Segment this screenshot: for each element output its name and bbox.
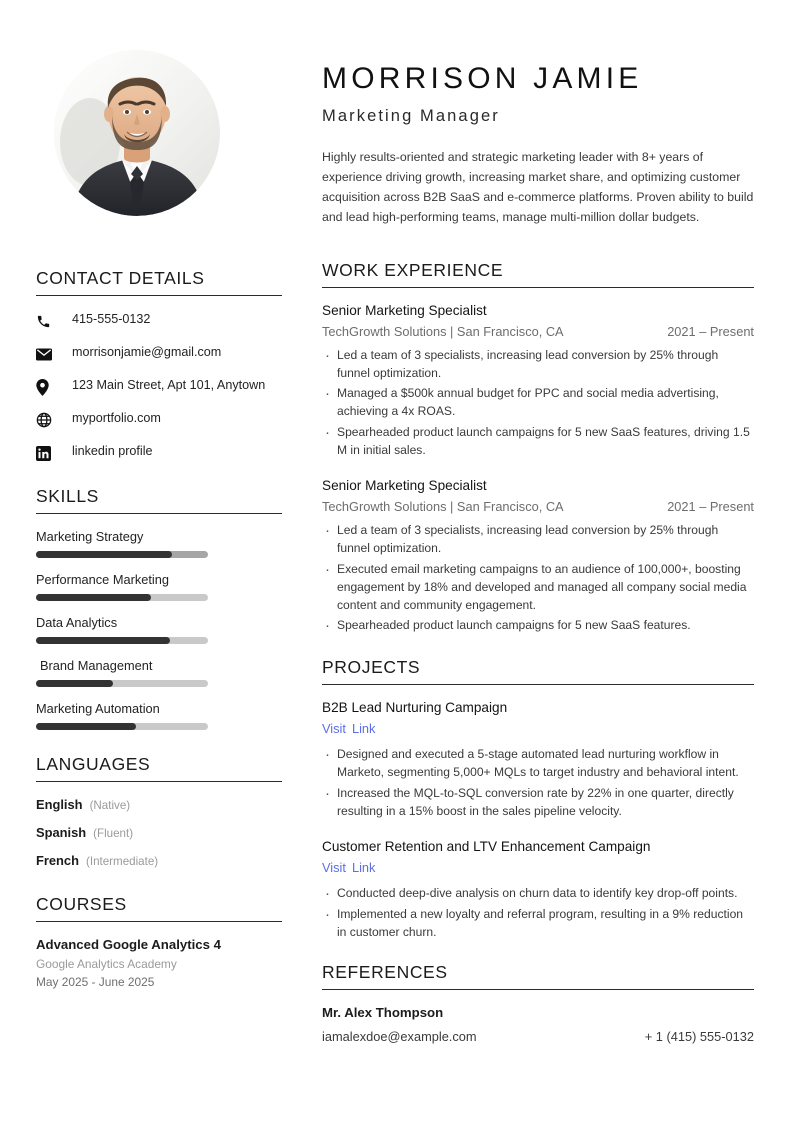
profile-photo	[54, 50, 220, 216]
list-item: · Led a team of 3 specialists, increasing lead conversion by 25% through funnel optimization.	[322, 347, 754, 383]
contact-item-email[interactable]	[36, 344, 282, 363]
skill-level-bar	[36, 680, 208, 687]
project-entry	[322, 700, 754, 821]
project-title: B2B Lead Nurturing Campaign	[322, 700, 508, 716]
contact-section	[36, 268, 282, 462]
skill-item	[36, 701, 282, 730]
language-name: French	[36, 853, 79, 868]
job-role: Marketing Manager	[322, 107, 500, 125]
project-bullet-list	[322, 746, 754, 821]
experience-job-title: Senior Marketing Specialist	[322, 302, 487, 318]
skill-item	[36, 529, 282, 558]
language-name: Spanish	[36, 825, 87, 840]
experience-company: TechGrowth Solutions | San Francisco, CA	[322, 498, 564, 514]
language-name: English	[36, 797, 83, 812]
experience-section	[322, 260, 754, 636]
language-level: (Fluent)	[93, 827, 134, 840]
skill-item	[36, 572, 282, 601]
contact-phone-text: 415-555-0132	[72, 312, 151, 326]
skills-section	[36, 486, 282, 730]
project-link-row[interactable]	[322, 721, 754, 736]
project-title: Customer Retention and LTV Enhancement Campaign	[322, 838, 651, 854]
projects-heading-rule	[322, 684, 754, 685]
skill-level-fill	[36, 723, 136, 730]
experience-meta	[322, 499, 754, 514]
main-content	[322, 62, 754, 1044]
references-heading-rule	[322, 989, 754, 990]
skill-label: Marketing Automation	[36, 701, 160, 716]
list-item: · Led a team of 3 specialists, increasing lead conversion by 25% through funnel optimization.	[322, 522, 754, 558]
contact-heading: CONTACT DETAILS	[36, 268, 205, 288]
courses-heading-rule	[36, 921, 282, 922]
skills-heading-rule	[36, 513, 282, 514]
language-item	[36, 825, 282, 840]
list-item: · Conducted deep-dive analysis on churn data to identify key drop-off points.	[322, 885, 754, 903]
course-date: May 2025 - June 2025	[36, 975, 155, 989]
contact-linkedin-text: linkedin profile	[72, 444, 153, 458]
project-link-label[interactable]: Link	[351, 859, 376, 875]
phone-icon	[36, 312, 62, 330]
experience-company: TechGrowth Solutions | San Francisco, CA	[322, 323, 564, 339]
skill-level-fill	[36, 637, 170, 644]
skill-item	[36, 658, 282, 687]
languages-heading-rule	[36, 781, 282, 782]
contact-item-website[interactable]	[36, 410, 282, 429]
language-item	[36, 853, 282, 868]
experience-dates: 2021 – Present	[667, 323, 754, 339]
contact-website-text: myportfolio.com	[72, 411, 161, 425]
courses-section	[36, 894, 282, 989]
list-item: · Executed email marketing campaigns to an audience of 100,000+, boosting engagement by 18% and developed and managed all company social media content and community engagement.	[322, 561, 754, 615]
skill-label: Marketing Strategy	[36, 529, 144, 544]
contact-item-linkedin[interactable]	[36, 443, 282, 462]
list-item: · Managed a $500k annual budget for PPC and social media advertising, achieving a 4x ROAS.	[322, 385, 754, 421]
experience-job-title: Senior Marketing Specialist	[322, 477, 487, 493]
languages-section	[36, 754, 282, 868]
map-pin-icon	[36, 378, 62, 396]
languages-heading: LANGUAGES	[36, 754, 151, 774]
globe-icon	[36, 411, 62, 429]
course-organization: Google Analytics Academy	[36, 957, 177, 971]
skill-level-fill	[36, 680, 113, 687]
reference-phone[interactable]: + 1 (415) 555-0132	[644, 1028, 754, 1044]
avatar	[54, 50, 220, 216]
projects-section	[322, 657, 754, 941]
project-bullet-list	[322, 885, 754, 942]
references-section	[322, 962, 754, 1044]
experience-bullet-list	[322, 347, 754, 460]
skill-label: Data Analytics	[36, 615, 118, 630]
language-level: (Native)	[89, 799, 131, 812]
experience-meta	[322, 324, 754, 339]
experience-entry	[322, 303, 754, 460]
projects-heading: PROJECTS	[322, 657, 421, 678]
experience-heading-rule	[322, 287, 754, 288]
linkedin-icon	[36, 444, 62, 462]
course-title: Advanced Google Analytics 4	[36, 937, 221, 952]
skills-heading: SKILLS	[36, 486, 99, 506]
skill-level-bar	[36, 723, 208, 730]
skill-label: Brand Management	[40, 658, 153, 673]
courses-heading: COURSES	[36, 894, 127, 914]
reference-entry	[322, 1005, 754, 1044]
name-block	[322, 62, 754, 228]
left-sidebar	[36, 50, 282, 989]
reference-contact-row	[322, 1029, 754, 1044]
experience-heading: WORK EXPERIENCE	[322, 259, 504, 280]
language-level: (Intermediate)	[85, 855, 159, 868]
page-title: MORRISON JAMIE	[322, 62, 643, 95]
project-entry	[322, 839, 754, 942]
skill-level-bar	[36, 637, 208, 644]
contact-list	[36, 311, 282, 462]
skill-level-bar	[36, 551, 208, 558]
contact-address-text: 123 Main Street, Apt 101, Anytown	[72, 378, 266, 392]
experience-entry	[322, 478, 754, 635]
skill-level-fill	[36, 594, 151, 601]
project-visit-label[interactable]: Visit	[322, 721, 346, 737]
list-item: · Spearheaded product launch campaigns for 5 new SaaS features.	[322, 617, 754, 635]
project-link-row[interactable]	[322, 860, 754, 875]
references-heading: REFERENCES	[322, 961, 448, 982]
skill-item	[36, 615, 282, 644]
skill-level-bar	[36, 594, 208, 601]
skill-label: Performance Marketing	[36, 572, 169, 587]
experience-bullet-list	[322, 522, 754, 635]
project-visit-label[interactable]: Visit	[322, 859, 346, 875]
contact-heading-rule	[36, 295, 282, 296]
contact-email-text: morrisonjamie@gmail.com	[72, 345, 222, 359]
envelope-icon	[36, 345, 62, 363]
experience-dates: 2021 – Present	[667, 498, 754, 514]
list-item: · Implemented a new loyalty and referral program, resulting in a 9% reduction in customer churn.	[322, 906, 754, 942]
profile-summary: Highly results-oriented and strategic marketing leader with 8+ years of experience driving growth, increasing market share, and optimizing customer acquisition across B2B SaaS and e-commerce platforms. Proven ability to build and lead high-performing teams, manage multi-million dollar budgets.	[322, 150, 754, 224]
reference-name: Mr. Alex Thompson	[322, 1004, 444, 1020]
contact-item-address[interactable]	[36, 377, 282, 396]
list-item: · Spearheaded product launch campaigns for 5 new SaaS features, driving 1.5 M in initial sales.	[322, 424, 754, 460]
list-item: · Designed and executed a 5-stage automated lead nurturing workflow in Marketo, segmenting 5,000+ MQLs to target industry and behavioral intent.	[322, 746, 754, 782]
skill-level-fill	[36, 551, 172, 558]
language-item	[36, 797, 282, 812]
project-link-label[interactable]: Link	[351, 721, 376, 737]
course-item	[36, 937, 282, 989]
contact-item-phone[interactable]	[36, 311, 282, 330]
list-item: · Increased the MQL-to-SQL conversion rate by 22% in one quarter, directly resulting in a 15% boost in the sales pipeline velocity.	[322, 785, 754, 821]
reference-email[interactable]: iamalexdoe@example.com	[322, 1028, 477, 1044]
